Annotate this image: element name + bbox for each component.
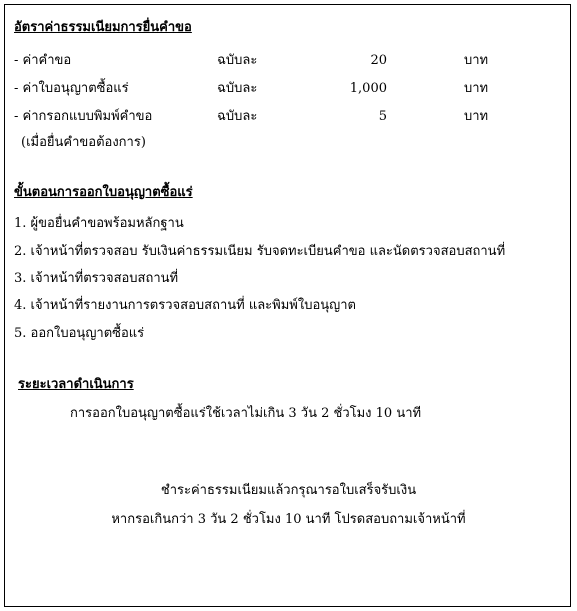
footer-line-2: หากรอเกินกว่า 3 วัน 2 ชั่วโมง 10 นาที โปรดสอบถามเจ้าหน้าที่ <box>111 512 466 527</box>
fees-title: อัตราค่าธรรมเนียมการยื่นคำขอ <box>14 20 192 35</box>
fee-unit: ฉบับละ <box>217 109 258 124</box>
fee-unit: ฉบับละ <box>217 53 258 68</box>
fee-currency: บาท <box>464 53 489 68</box>
fee-amount: 20 <box>370 53 387 68</box>
fee-note: (เมื่อยื่นคำขอต้องการ) <box>21 135 146 150</box>
fee-item-label: - ค่าคำขอ <box>14 53 72 68</box>
steps-title: ขั้นตอนการออกใบอนุญาตซื้อแร่ <box>14 185 193 200</box>
step-item: 5. ออกใบอนุญาตซื้อแร่ <box>14 326 145 341</box>
fee-currency: บาท <box>464 109 489 124</box>
fee-item-label: - ค่ากรอกแบบพิมพ์คำขอ <box>14 109 153 124</box>
fee-amount: 5 <box>378 109 387 124</box>
duration-text: การออกใบอนุญาตซื้อแร่ใช้เวลาไม่เกิน 3 วัน 2 ชั่วโมง 10 นาที <box>70 406 422 421</box>
step-item: 3. เจ้าหน้าที่ตรวจสอบสถานที่ <box>14 271 179 286</box>
fee-currency: บาท <box>464 81 489 96</box>
duration-title: ระยะเวลาดำเนินการ <box>18 377 134 392</box>
document-frame <box>4 4 571 607</box>
step-item: 4. เจ้าหน้าที่รายงานการตรวจสอบสถานที่ และพิมพ์ใบอนุญาต <box>14 298 356 313</box>
footer-line-1: ชำระค่าธรรมเนียมแล้วกรุณารอใบเสร็จรับเงิน <box>160 483 417 498</box>
fee-item-label: - ค่าใบอนุญาตซื้อแร่ <box>14 81 129 96</box>
fee-unit: ฉบับละ <box>217 81 258 96</box>
step-item: 1. ผู้ขอยื่นคำขอพร้อมหลักฐาน <box>14 216 184 231</box>
step-item: 2. เจ้าหน้าที่ตรวจสอบ รับเงินค่าธรรมเนียม รับจดทะเบียนคำขอ และนัดตรวจสอบสถานที่ <box>14 244 506 259</box>
fee-amount: 1,000 <box>349 81 387 96</box>
